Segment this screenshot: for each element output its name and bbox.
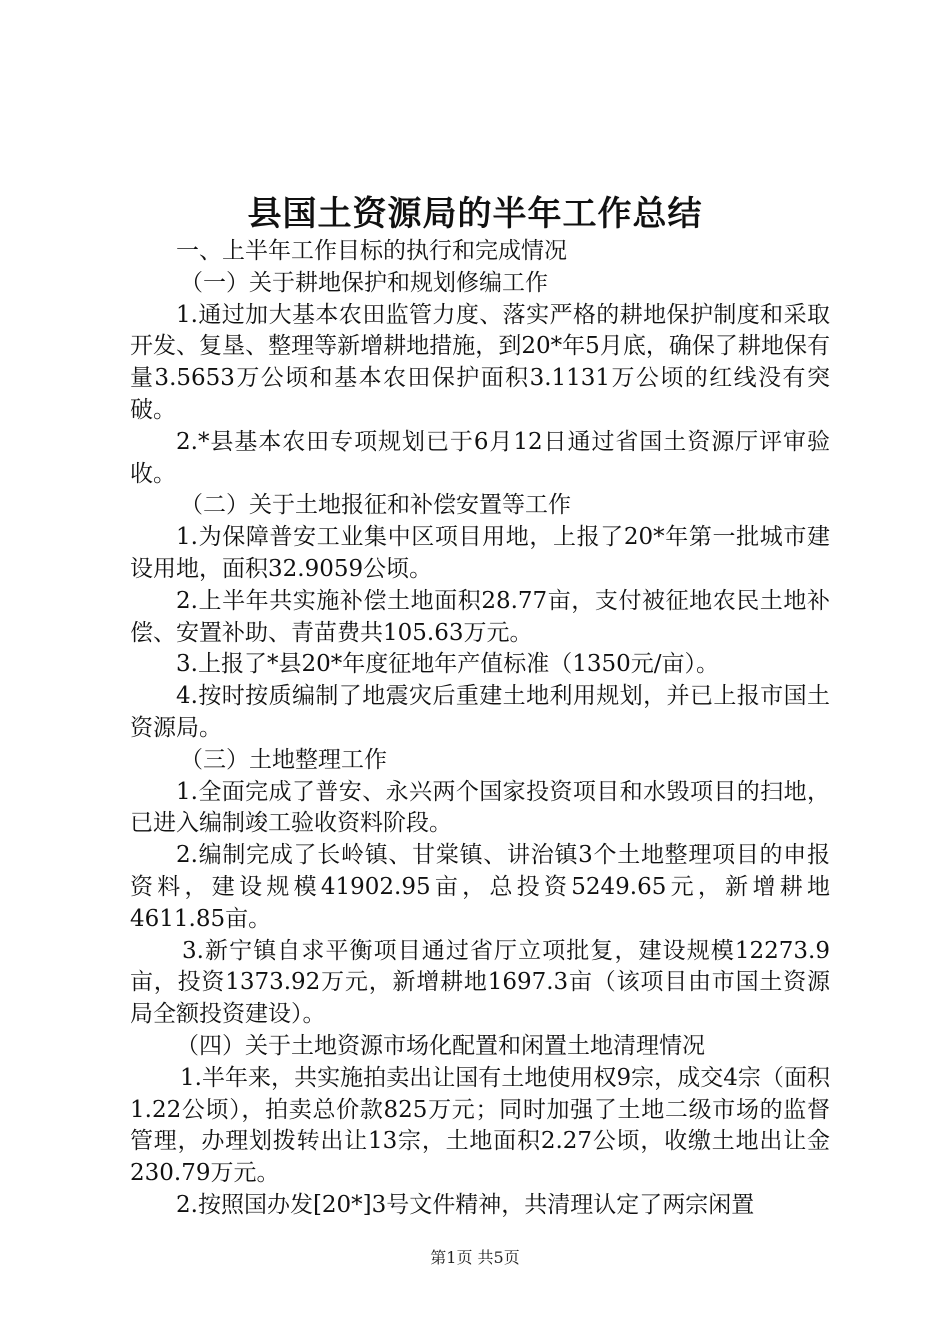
subsection-heading-3: （三）土地整理工作 <box>180 746 387 773</box>
document-title: 县国土资源局的半年工作总结 <box>247 194 703 234</box>
paragraph: 2.编制完成了长岭镇、甘棠镇、讲治镇3个土地整理项目的申报资料，建设规模41902.95亩，总投资5249.65元，新增耕地4611.85亩。 <box>130 842 830 932</box>
paragraph: 2.按照国办发[20*]3号文件精神，共清理认定了两宗闲置 <box>176 1191 755 1218</box>
paragraph: 2.*县基本农田专项规划已于6月12日通过省国土资源厅评审验收。 <box>130 428 830 487</box>
subsection-heading-4: （四）关于土地资源市场化配置和闲置土地清理情况 <box>176 1032 705 1059</box>
paragraph: 1.通过加大基本农田监管力度、落实严格的耕地保护制度和采取开发、复垦、整理等新增耕地措施，到20*年5月底，确保了耕地保有量3.5653万公顷和基本农田保护面积3.1131万公顷的红线没有突破。 <box>130 301 830 423</box>
paragraph: 3.上报了*县20*年度征地年产值标准（1350元/亩）。 <box>176 651 719 678</box>
section-heading-1: 一、上半年工作目标的执行和完成情况 <box>176 238 567 264</box>
paragraph: 1.为保障普安工业集中区项目用地，上报了20*年第一批城市建设用地，面积32.9059公顷。 <box>130 524 830 582</box>
paragraph: 1.全面完成了普安、永兴两个国家投资项目和水毁项目的扫地，已进入编制竣工验收资料阶段。 <box>130 778 830 837</box>
page-footer: 第1页 共5页 <box>430 1248 520 1267</box>
document-body <box>130 236 830 1222</box>
subsection-heading-1: （一）关于耕地保护和规划修编工作 <box>180 269 548 296</box>
paragraph: 2.上半年共实施补偿土地面积28.77亩，支付被征地农民土地补偿、安置补助、青苗费共105.63万元。 <box>130 587 830 646</box>
subsection-heading-2: （二）关于土地报征和补偿安置等工作 <box>180 492 571 519</box>
paragraph: 3.新宁镇自求平衡项目通过省厅立项批复，建设规模12273.9亩，投资1373.92万元，新增耕地1697.3亩（该项目由市国土资源局全额投资建设）。 <box>130 937 830 1028</box>
paragraph: 1.半年来，共实施拍卖出让国有土地使用权9宗，成交4宗（面积1.22公顷），拍卖总价款825万元；同时加强了土地二级市场的监督管理，办理划拨转出让13宗，土地面积2.27公顷，收缴土地出让金230.79万元。 <box>130 1064 830 1187</box>
paragraph: 4.按时按质编制了地震灾后重建土地利用规划，并已上报市国土资源局。 <box>130 683 830 741</box>
